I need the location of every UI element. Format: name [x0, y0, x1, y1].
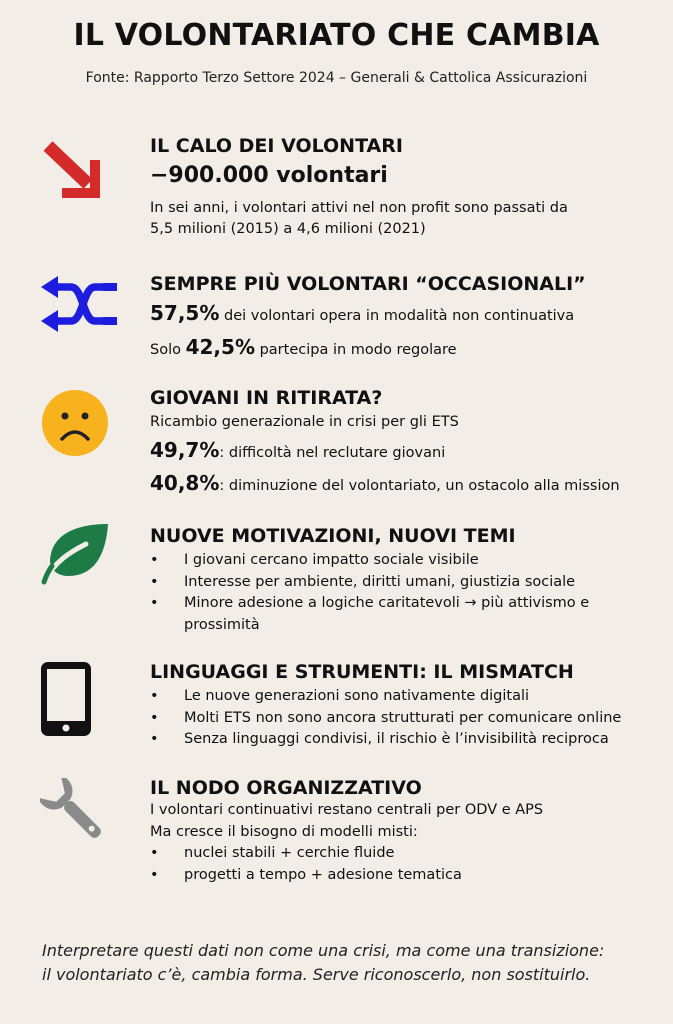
stat-text: partecipa in modo regolare: [254, 342, 457, 358]
stat-text: : diminuzione del volontariato, un ostacolo alla mission: [219, 477, 620, 494]
list-item: • nuclei stabili + cerchie fluide: [150, 843, 660, 865]
list-item: • Le nuove generazioni sono nativamente digitali: [150, 686, 660, 708]
stat-text: dei volontari opera in modalità non continuativa: [219, 308, 575, 324]
section-title: LINGUAGGI E STRUMENTI: IL MISMATCH: [150, 661, 574, 683]
bullet-list: [150, 843, 660, 886]
sad-face-icon: [41, 389, 109, 457]
list-item: • I giovani cercano impatto sociale visibile: [150, 550, 620, 572]
section-text: In sei anni, i volontari attivi nel non profit sono passati da 5,5 milioni (2015) a 4,6 milioni (2021): [150, 200, 568, 237]
list-item: • Molti ETS non sono ancora strutturati per comunicare online: [150, 708, 660, 730]
page-title: IL VOLONTARIATO CHE CAMBIA: [73, 18, 600, 53]
list-item: • Minore adesione a logiche caritatevoli → più attivismo e prossimità: [150, 593, 620, 636]
shuffle-icon: [41, 274, 119, 334]
section-title: IL CALO DEI VOLONTARI: [150, 135, 403, 157]
smartphone-icon: [40, 661, 92, 737]
source-line: Fonte: Rapporto Terzo Settore 2024 – Generali & Cattolica Assicurazioni: [85, 70, 588, 86]
wrench-icon: [40, 778, 108, 844]
stat-row: [150, 299, 660, 331]
closing-line: il volontariato c’è, cambia forma. Serve riconoscerlo, non sostituirlo.: [42, 965, 591, 984]
section-intro: Ricambio generazionale in crisi per gli ETS: [150, 414, 459, 430]
list-item: • progetti a tempo + adesione tematica: [150, 865, 660, 887]
closing-note: [42, 939, 652, 987]
section-title: SEMPRE PIÙ VOLONTARI “OCCASIONALI”: [150, 273, 586, 295]
bullet-list: [150, 550, 620, 636]
section-line: Ma cresce il bisogno di modelli misti:: [150, 823, 418, 840]
section-motivazioni: [150, 524, 660, 636]
section-calo-volontari: [150, 134, 660, 240]
stat-prefix: Solo: [150, 342, 186, 358]
stat-text: : difficoltà nel reclutare giovani: [219, 444, 446, 461]
stat-value: 49,7%: [150, 437, 220, 462]
section-giovani: [150, 386, 660, 501]
stat-row: [150, 436, 660, 468]
section-title: NUOVE MOTIVAZIONI, NUOVI TEMI: [150, 525, 516, 547]
section-title: IL NODO ORGANIZZATIVO: [150, 777, 422, 799]
list-item: • Senza linguaggi condivisi, il rischio è l’invisibilità reciproca: [150, 729, 660, 751]
stat-row: [150, 469, 660, 501]
section-mismatch: [150, 660, 660, 751]
section-line: I volontari continuativi restano centrali per ODV e APS: [150, 802, 544, 818]
section-volontari-occasionali: [150, 272, 660, 365]
arrow-down-right-icon: [40, 138, 104, 200]
highlight-figure: −900.000 volontari: [150, 163, 388, 188]
bullet-list: [150, 686, 660, 751]
stat-row: [150, 333, 660, 365]
leaf-icon: [40, 522, 110, 586]
stat-value: 42,5%: [185, 335, 255, 359]
stat-value: 57,5%: [150, 301, 220, 325]
stat-value: 40,8%: [150, 470, 220, 495]
list-item: • Interesse per ambiente, diritti umani, giustizia sociale: [150, 572, 620, 594]
section-nodo-organizzativo: [150, 776, 660, 886]
closing-line: Interpretare questi dati non come una crisi, ma come una transizione:: [42, 941, 605, 960]
section-title: GIOVANI IN RITIRATA?: [150, 387, 383, 409]
